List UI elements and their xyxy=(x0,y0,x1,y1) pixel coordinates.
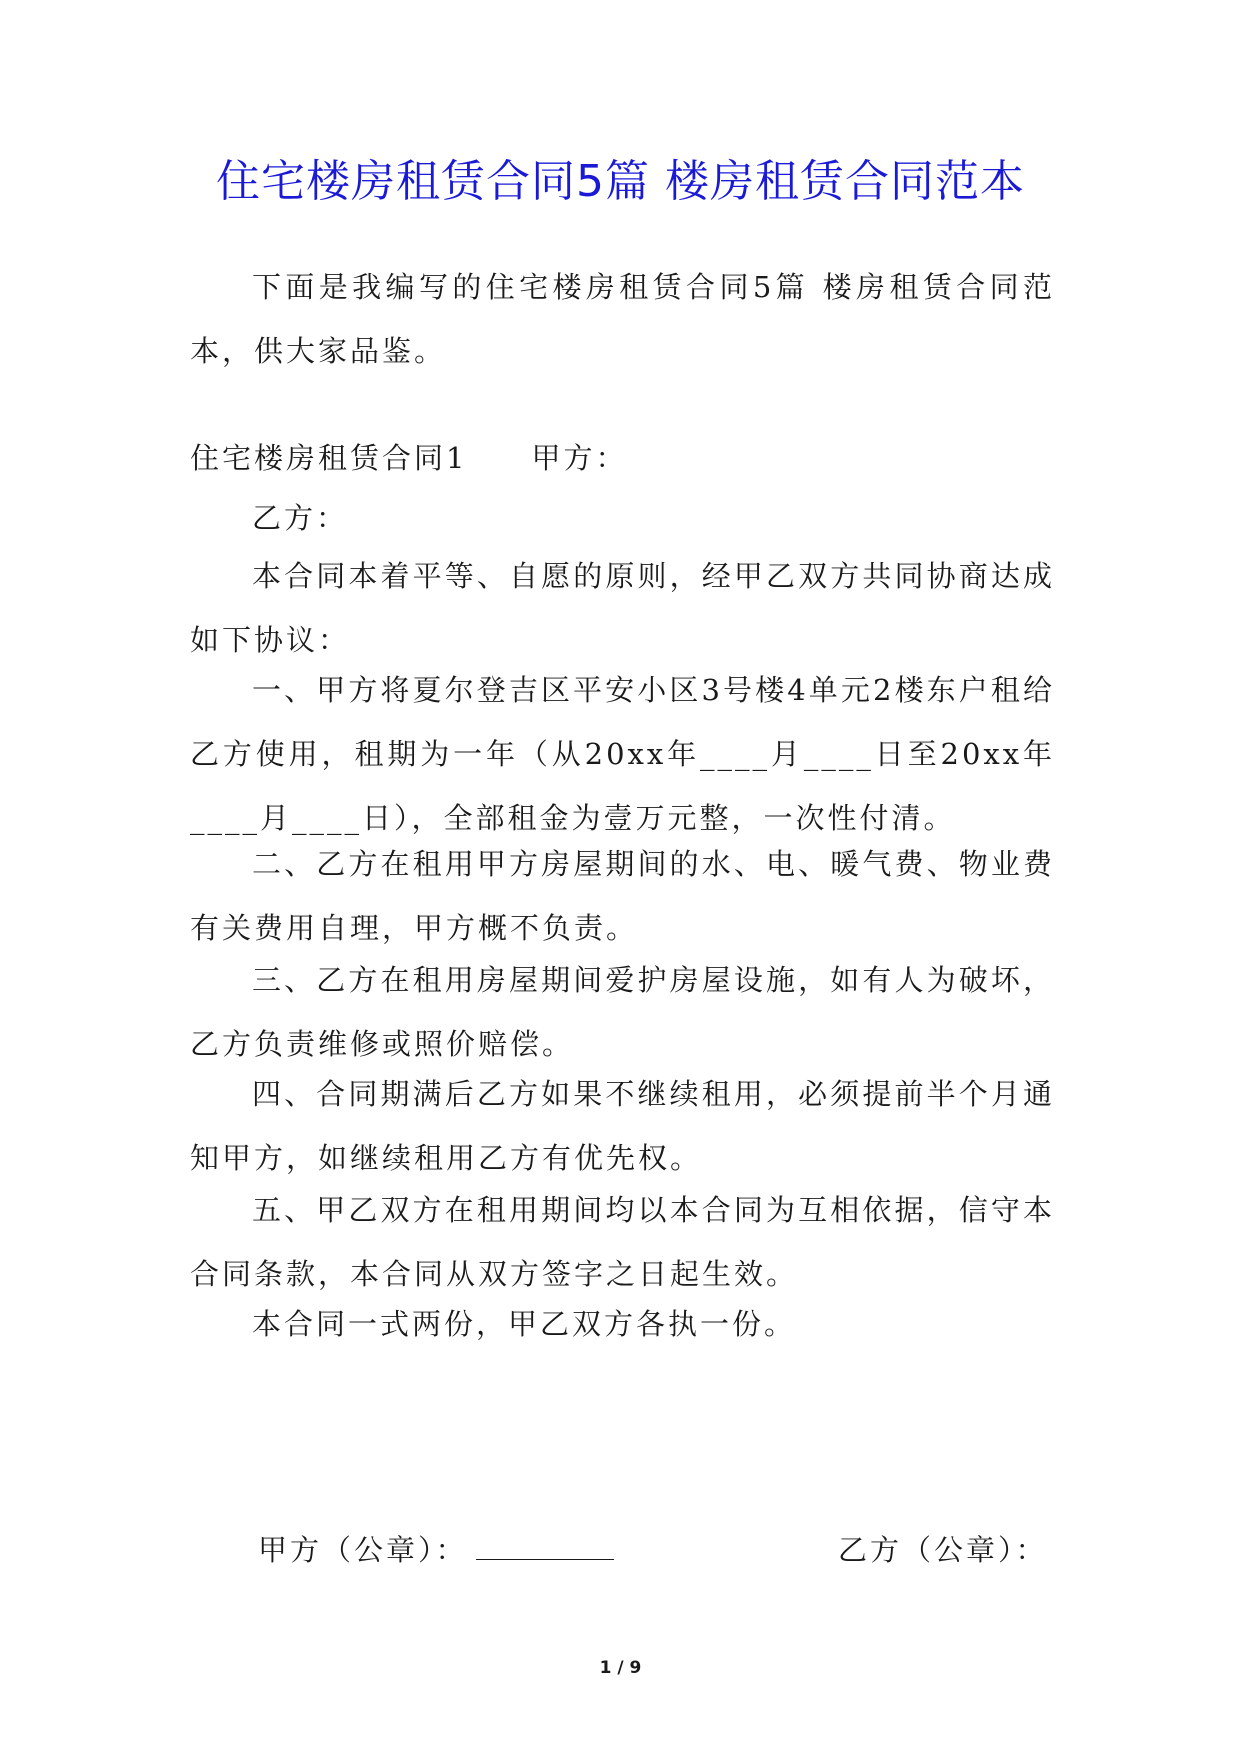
copies-statement: 本合同一式两份，甲乙双方各执一份。 xyxy=(252,1307,797,1341)
clause-5: 五、甲乙双方在租用期间均以本合同为互相依据，信守本合同条款，本合同从双方签字之日起生效。 xyxy=(190,1193,1055,1291)
party-a-signature xyxy=(258,1518,614,1582)
clause-4: 四、合同期满后乙方如果不继续租用，必须提前半个月通知甲方，如继续租用乙方有优先权。 xyxy=(190,1077,1055,1175)
clause-2: 二、乙方在租用甲方房屋期间的水、电、暖气费、物业费有关费用自理，甲方概不负责。 xyxy=(190,847,1055,945)
party-b-label: 乙方： xyxy=(252,501,349,535)
clause-3: 三、乙方在租用房屋期间爱护房屋设施，如有人为破坏，乙方负责维修或照价赔偿。 xyxy=(190,963,1055,1061)
preamble-paragraph: 本合同本着平等、自愿的原则，经甲乙双方共同协商达成如下协议： xyxy=(190,559,1055,657)
party-a-signature-label: 甲方（公章）： xyxy=(258,1533,468,1567)
contract-heading: 住宅楼房租赁合同1 甲方： xyxy=(190,441,628,475)
page-number: 1 / 9 xyxy=(599,1658,642,1678)
intro-paragraph: 下面是我编写的住宅楼房租赁合同5篇 楼房租赁合同范本，供大家品鉴。 xyxy=(190,270,1055,368)
document-title: 住宅楼房租赁合同5篇 楼房租赁合同范本 xyxy=(216,156,1025,207)
clause-1: 一、甲方将夏尔登吉区平安小区3号楼4单元2楼东户租给乙方使用，租期为一年（从20xx年____月____日至20xx年____月____日），全部租金为壹万元整，一次性付清。 xyxy=(190,673,1055,835)
party-b-signature-label: 乙方（公章）： xyxy=(838,1533,1048,1567)
party-a-signature-line xyxy=(476,1529,614,1560)
